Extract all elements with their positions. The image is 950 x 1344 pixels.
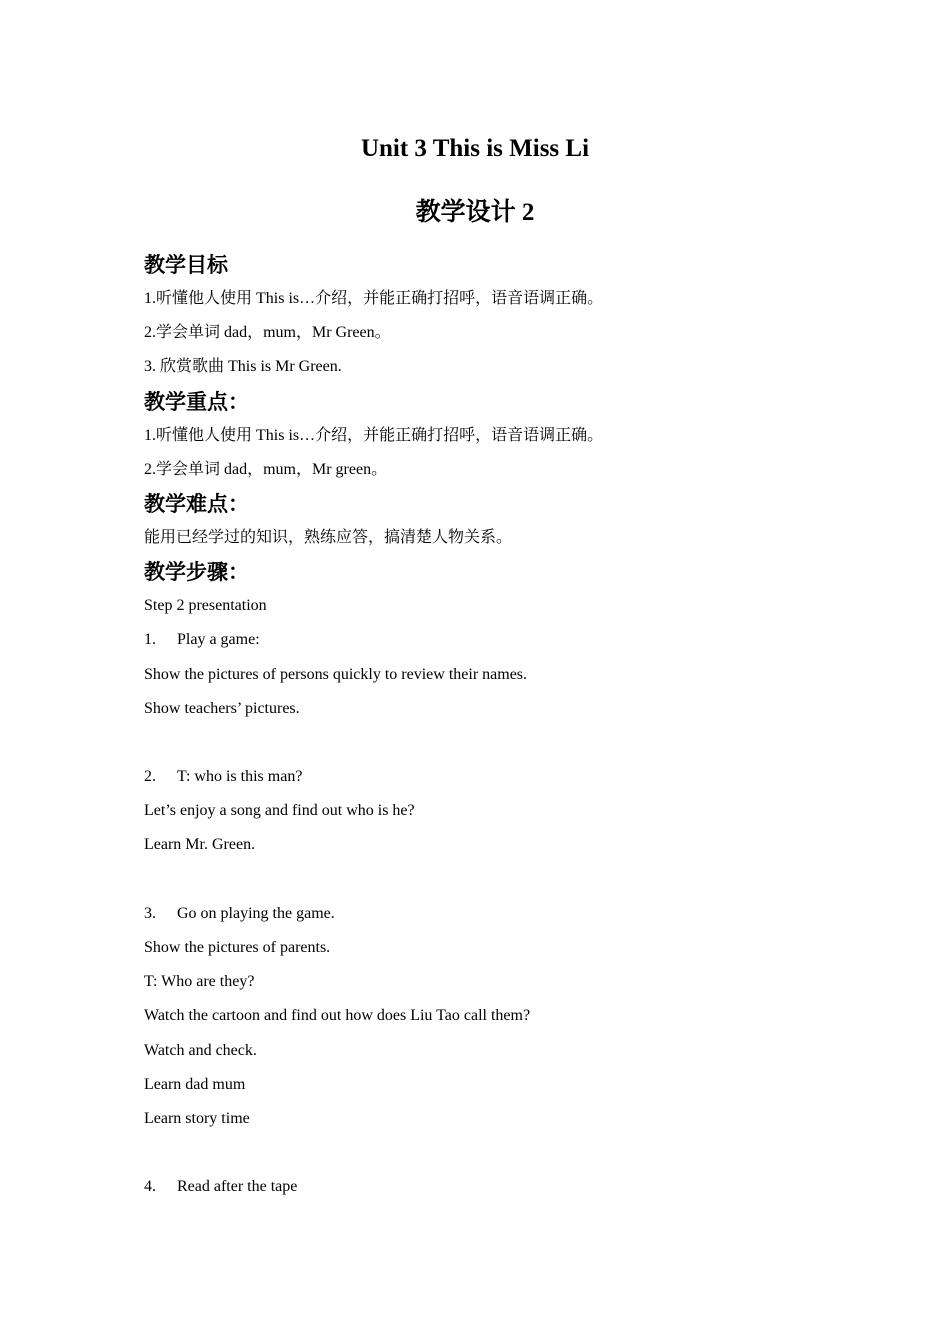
difficulty-item: 能用已经学过的知识，熟练应答，搞清楚人物关系。: [144, 528, 513, 546]
step-number: 3.: [144, 904, 156, 922]
step-title-text: Go on playing the game.: [177, 904, 335, 922]
step-title: [144, 760, 824, 794]
step-line: Learn dad mum: [144, 1075, 246, 1093]
step-title-text: Play a game:: [177, 631, 260, 649]
step-line: Watch and check.: [144, 1041, 257, 1059]
blank-line: [144, 1136, 824, 1170]
steps-intro: Step 2 presentation: [144, 597, 267, 615]
step-number: 2.: [144, 768, 156, 786]
step-line: T: Who are they?: [144, 973, 255, 991]
blank-line: [144, 863, 824, 897]
objectives-heading: 教学目标: [144, 253, 228, 277]
step-line: Let’s enjoy a song and find out who is he?: [144, 802, 415, 820]
step-title: [144, 623, 824, 657]
step-title-text: T: who is this man?: [177, 768, 303, 786]
steps-heading: 教学步骤：: [144, 560, 249, 585]
step-line: Learn Mr. Green.: [144, 836, 256, 854]
key-point-item: 2.学会单词 dad，mum，Mr green。: [144, 460, 388, 478]
difficulties-heading: 教学难点：: [144, 491, 249, 516]
key-points-heading: 教学重点：: [144, 389, 249, 414]
objective-item: 1.听懂他人使用 This is…介绍，并能正确打招呼，语音语调正确。: [144, 290, 604, 307]
step-title: [144, 1170, 824, 1204]
key-point-item: 1.听懂他人使用 This is…介绍，并能正确打招呼，语音语调正确。: [144, 426, 604, 444]
objective-item: 2.学会单词 dad，mum，Mr Green。: [144, 324, 391, 342]
objective-item: 3. 欣赏歌曲 This is Mr Green.: [144, 358, 342, 376]
step-number: 1.: [144, 631, 156, 649]
step-line: Watch the cartoon and find out how does Liu Tao call them?: [144, 1007, 531, 1025]
step-line: Show teachers’ pictures.: [144, 699, 300, 717]
document-body: [144, 248, 824, 1205]
blank-line: [144, 726, 824, 760]
step-line: Show the pictures of parents.: [144, 939, 331, 956]
document-subtitle: 教学设计 2: [415, 199, 535, 226]
document-title: Unit 3 This is Miss Li: [360, 135, 590, 162]
step-line: Show the pictures of persons quickly to review their names.: [144, 665, 528, 683]
step-number: 4.: [144, 1178, 156, 1196]
step-title-text: Read after the tape: [177, 1178, 298, 1196]
step-title: [144, 897, 824, 931]
step-line: Learn story time: [144, 1109, 250, 1127]
